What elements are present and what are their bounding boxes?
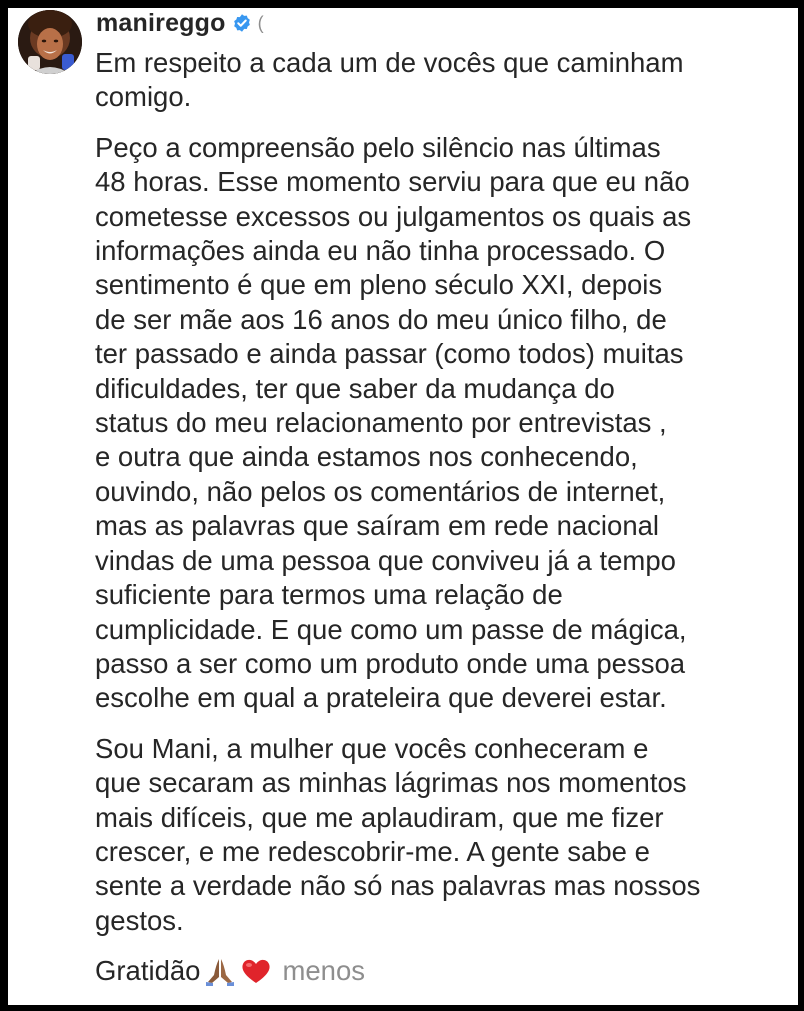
caption-line: status do meu relacionamento por entrevistas ,: [95, 407, 667, 439]
caption-line: cometesse excessos ou julgamentos os quais as: [95, 200, 692, 232]
caption-line: mas as palavras que saíram em rede nacional: [95, 510, 660, 542]
caption-line: dificuldades, ter que saber da mudança do: [95, 372, 615, 404]
header-overflow-glyph: (: [257, 13, 264, 33]
caption-line: Peço a compreensão pelo silêncio nas últimas: [95, 131, 661, 163]
caption-paragraph-3: [95, 732, 795, 938]
caption-line: sente a verdade não só nas palavras mas nossos: [95, 870, 701, 902]
red-heart-emoji-icon: [240, 955, 272, 987]
verified-badge-icon: [232, 13, 252, 33]
caption-line: que secaram as minhas lágrimas nos momentos: [95, 767, 687, 799]
profile-photo-icon: [18, 10, 82, 74]
username-link[interactable]: manireggo: [96, 8, 226, 37]
caption-line: Sou Mani, a mulher que vocês conheceram e: [95, 732, 649, 764]
folded-hands-emoji-icon: [204, 955, 236, 987]
caption-line: ter passado e ainda passar (como todos) muitas: [95, 338, 684, 370]
caption-closing-line: [95, 954, 795, 988]
see-less-link[interactable]: menos: [282, 955, 366, 987]
caption-line: gestos.: [95, 904, 184, 936]
caption-line: cumplicidade. E que como um passe de mágica,: [95, 613, 687, 645]
caption-line: de ser mãe aos 16 anos do meu único filho, de: [95, 303, 667, 335]
caption-line: 48 horas. Esse momento serviu para que eu não: [95, 166, 690, 198]
closing-text: Gratidão: [95, 955, 201, 987]
profile-avatar[interactable]: [18, 10, 82, 74]
caption-line: ouvindo, não pelos os comentários de internet,: [95, 475, 666, 507]
caption-text: [95, 46, 795, 989]
caption-line: passo a ser como um produto onde uma pessoa: [95, 647, 686, 679]
caption-line: sentimento é que em pleno século XXI, depois: [95, 269, 663, 301]
post-caption-card: [8, 8, 798, 1005]
caption-paragraph-2: [95, 131, 795, 716]
caption-line: mais difíceis, que me aplaudiram, que me fizer: [95, 801, 664, 833]
caption-line: vindas de uma pessoa que conviveu já a tempo: [95, 544, 676, 576]
caption-line: Em respeito a cada um de vocês que caminham: [95, 47, 684, 78]
post-header: [96, 8, 264, 38]
caption-line: escolhe em qual a prateleira que deverei estar.: [95, 682, 667, 714]
caption-line: suficiente para termos uma relação de: [95, 579, 563, 611]
caption-line: comigo.: [95, 81, 192, 113]
caption-paragraph-1: [95, 46, 795, 115]
caption-line: crescer, e me redescobrir-me. A gente sabe e: [95, 835, 650, 867]
caption-line: e outra que ainda estamos nos conhecendo,: [95, 441, 638, 473]
caption-line: informações ainda eu não tinha processado. O: [95, 235, 666, 267]
